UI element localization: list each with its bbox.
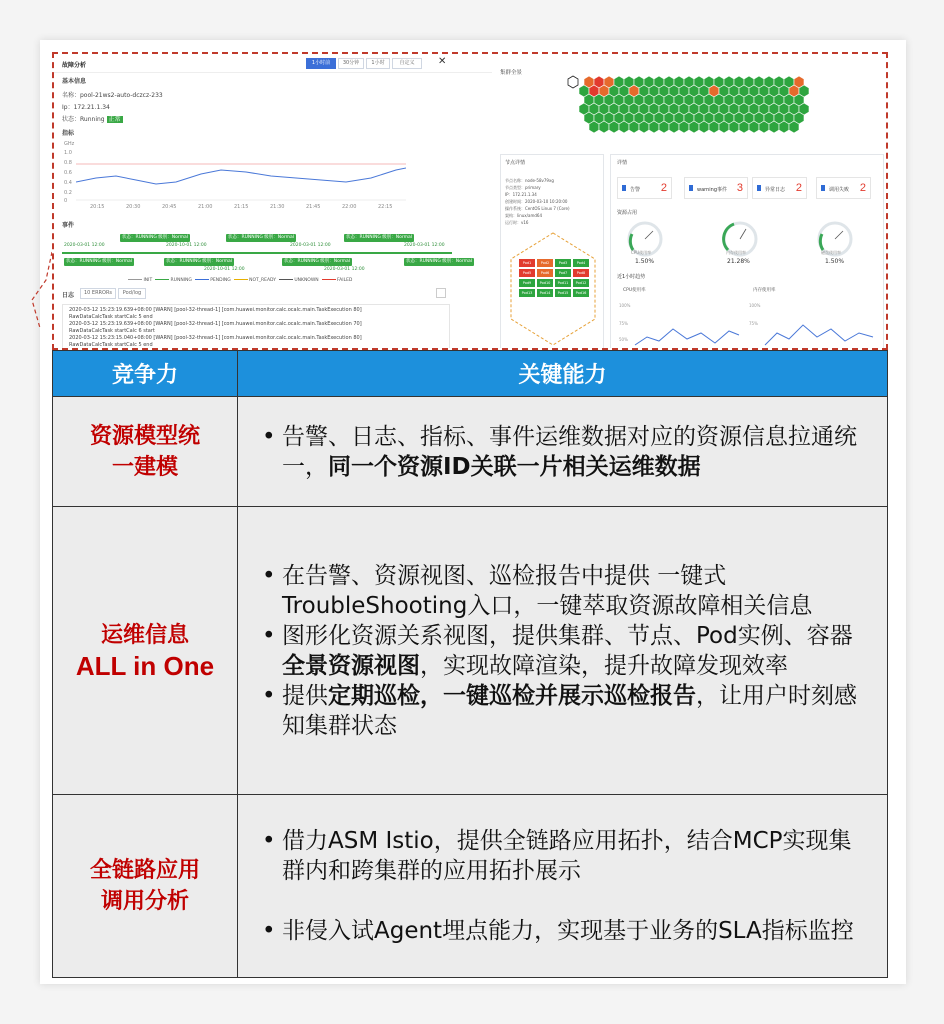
- y-tick: 0.4: [64, 180, 72, 186]
- gauge-value: 1.50%: [635, 258, 655, 265]
- trend-tick: 75%: [619, 321, 628, 326]
- basic-info-title: 基本信息: [62, 78, 87, 85]
- hexagon-cluster-map: [564, 72, 834, 144]
- events-title: 事件: [62, 222, 75, 229]
- event-tag[interactable]: 状态：RUNNING 级别：Normal: [406, 259, 473, 264]
- bullet-item: • 非侵入试Agent埋点能力，实现基于业务的SLA指标监控: [262, 916, 871, 946]
- pod-cell[interactable]: Pod6: [537, 269, 553, 277]
- trend-title: 近1小时趋势: [617, 274, 646, 280]
- bullet-item: • 告警、日志、指标、事件运维数据对应的资源信息拉通统一，同一个资源ID关联一片相关运维数据: [262, 422, 871, 482]
- log-line: 2020-03-12 15:23:19.639+08:00 [WARN] [pool-32-thread-1] [com.huawei.monitor.calc.ocalc.main.TaskExecution 70]: [69, 321, 362, 327]
- gauge-value: 21.28%: [727, 258, 750, 265]
- x-tick: 21:00: [198, 204, 213, 210]
- node-info-line: 创建时间：2020-03-10 10:20:00: [505, 199, 568, 204]
- row-content: [238, 397, 888, 507]
- y-tick: 0.6: [64, 170, 72, 176]
- status-value: Running: [80, 116, 105, 123]
- metric-line-chart: [76, 146, 406, 206]
- trend-label-cpu: CPU使用率: [623, 288, 646, 293]
- ip-line: Ip：172.21.1.34: [62, 104, 110, 111]
- y-tick: 1.0: [64, 150, 72, 156]
- legend-not-ready: NOT_READY: [249, 278, 277, 283]
- gauge-label: CPU使用率: [631, 250, 652, 255]
- trend-tick: 100%: [619, 303, 631, 308]
- node-info-line: 节点类型：primary: [505, 185, 541, 190]
- time-button-0[interactable]: 1小时前: [306, 58, 336, 69]
- pod-cell[interactable]: Pod5: [519, 269, 535, 277]
- pod-cell[interactable]: Pod10: [537, 279, 553, 287]
- legend-pending: PENDING: [210, 278, 231, 283]
- time-button-3[interactable]: 自定义: [392, 58, 422, 69]
- bullet-item: • 提供定期巡检，一键巡检并展示巡检报告，让用户时刻感知集群状态: [262, 681, 871, 741]
- event-tag[interactable]: 状态：RUNNING 级别：Normal: [346, 235, 413, 240]
- x-tick: 21:15: [234, 204, 249, 210]
- event-date: 2020-03-01 12:00: [404, 243, 445, 248]
- metric-unit: GHz: [64, 141, 75, 147]
- event-legend: [128, 278, 352, 283]
- y-tick: 0.2: [64, 190, 72, 196]
- panel-title: 故障分析: [62, 62, 87, 69]
- x-tick: 21:45: [306, 204, 321, 210]
- node-detail-title: 节点详情: [505, 160, 526, 166]
- trend-tick: 50%: [619, 337, 628, 342]
- node-info-line: 架构：linux/amd64: [505, 213, 542, 218]
- event-date: 2020-03-01 12:00: [290, 243, 331, 248]
- trend-label-memory: 内存使用率: [753, 288, 776, 293]
- x-tick: 22:15: [378, 204, 393, 210]
- status-badge: 正常: [108, 116, 121, 123]
- x-tick: 21:30: [270, 204, 285, 210]
- event-tag[interactable]: 状态：RUNNING 级别：Normal: [284, 259, 351, 264]
- node-info-line: IP：172.21.1.34: [505, 192, 537, 197]
- pod-cell[interactable]: Pod14: [537, 289, 553, 297]
- pod-cell[interactable]: Pod8: [573, 269, 589, 277]
- row-content: [238, 507, 888, 795]
- trend-tick: 100%: [749, 303, 761, 308]
- bullet-item: • 在告警、资源视图、巡检报告中提供 一键式TroubleShooting入口，一键萃取资源故障相关信息: [262, 561, 871, 621]
- node-detail-panel: [500, 154, 604, 350]
- table-row: [53, 397, 888, 507]
- node-info-line: 节点名称：node-58v79xg: [505, 178, 554, 183]
- metric-warning-events[interactable]: warning事件 3: [684, 177, 748, 199]
- table-row: [53, 795, 888, 978]
- log-line: RawDataCalcTask startCalc 6 start: [69, 328, 155, 334]
- bullet-item: • 图形化资源关系视图，提供集群、节点、Pod实例、容器全景资源视图，实现故障渲染，提升故障发现效率: [262, 621, 871, 681]
- log-line: 2020-03-12 15:23:15.040+08:00 [WARN] [pool-32-thread-1] [com.huawei.monitor.calc.ocalc.main.TaskExecution 80]: [69, 335, 362, 341]
- legend-unknown: UNKNOWN: [294, 278, 319, 283]
- bullet-item: • 借力ASM Istio，提供全链路应用拓扑，结合MCP实现集群内和跨集群的应用拓扑展示: [262, 826, 871, 886]
- event-timeline: [62, 252, 452, 254]
- metric-error-logs[interactable]: 异常日志 2: [752, 177, 807, 199]
- logs-title: 日志: [62, 292, 75, 299]
- event-date: 2020-10-01 12:00: [166, 243, 207, 248]
- node-info-line: 操作系统：CentOS Linux 7 (Core): [505, 206, 570, 211]
- node-info-list: [505, 177, 570, 226]
- status-line: [62, 114, 123, 123]
- event-tag[interactable]: 状态：RUNNING 级别：Normal: [122, 235, 189, 240]
- cluster-panorama-panel: [494, 54, 888, 350]
- event-date: 2020-10-01 12:00: [204, 267, 245, 272]
- pod-cell[interactable]: Pod7: [555, 269, 571, 277]
- header-competitiveness: 竞争力: [53, 351, 238, 397]
- pod-grid: [519, 259, 587, 297]
- time-button-2[interactable]: 1小时: [366, 58, 390, 69]
- status-label: 状态：: [62, 116, 81, 123]
- pod-cell[interactable]: Pod16: [573, 289, 589, 297]
- row-title: 全链路应用 调用分析: [53, 795, 238, 978]
- fault-analysis-panel: [54, 54, 492, 350]
- capability-table: [52, 350, 888, 978]
- log-line: 2020-03-12 15:23:19.639+08:00 [WARN] [pool-32-thread-1] [com.huawei.monitor.calc.ocalc.main.TaskExecution 80]: [69, 307, 362, 313]
- table-row: [53, 507, 888, 795]
- detail-title: 详情: [617, 160, 628, 166]
- panorama-title: 集群全景: [500, 70, 523, 76]
- x-tick: 22:00: [342, 204, 357, 210]
- x-tick: 20:30: [126, 204, 141, 210]
- pod-cell[interactable]: Pod12: [573, 279, 589, 287]
- row-title: 资源模型统 一建模: [53, 397, 238, 507]
- time-button-1[interactable]: 30分钟: [338, 58, 364, 69]
- header-key-capabilities: 关键能力: [238, 351, 888, 397]
- pod-cell[interactable]: Pod11: [555, 279, 571, 287]
- trend-charts: [617, 315, 881, 349]
- pod-cell[interactable]: Pod2: [537, 259, 553, 267]
- y-tick: 0.8: [64, 160, 72, 166]
- metric-call-failures[interactable]: 调用失败 2: [816, 177, 871, 199]
- event-tag[interactable]: 状态：RUNNING 级别：Normal: [66, 259, 133, 264]
- event-date: 2020-03-01 12:00: [324, 267, 365, 272]
- pod-cell[interactable]: Pod15: [555, 289, 571, 297]
- row-content: [238, 795, 888, 978]
- trend-tick: 75%: [749, 321, 758, 326]
- y-tick: 0: [64, 198, 68, 204]
- event-date: 2020-03-01 12:00: [64, 243, 105, 248]
- legend-running: RUNNING: [170, 278, 192, 283]
- pod-cell[interactable]: Pod13: [519, 289, 535, 297]
- gauge-label: 磁盘使用率: [821, 250, 841, 255]
- metrics-title: 指标: [62, 130, 75, 137]
- dashboard-screenshot: [52, 52, 888, 350]
- log-line: RawDataCalcTask startCalc 5 end: [69, 314, 153, 320]
- detail-panel: [610, 154, 884, 350]
- gauge-label: 内存使用率: [726, 250, 746, 255]
- event-tag[interactable]: 状态：RUNNING 级别：Normal: [166, 259, 233, 264]
- expand-icon[interactable]: [436, 288, 446, 298]
- x-tick: 20:45: [162, 204, 177, 210]
- row-title: 运维信息 ALL in One: [53, 507, 238, 795]
- log-tab-1[interactable]: Pod/log: [118, 288, 146, 299]
- resource-title: 资源占用: [617, 210, 638, 216]
- name-line: 名称：pool-21ws2-auto-dczcz-233: [62, 92, 163, 99]
- log-tab-0[interactable]: 10 ERRORs: [80, 288, 116, 299]
- gauge-value: 1.50%: [825, 258, 845, 265]
- legend-init: INIT: [143, 278, 153, 283]
- log-line: RawDataCalcTask startCalc 5 end: [69, 342, 153, 348]
- pod-cell[interactable]: Pod9: [519, 279, 535, 287]
- x-tick: 20:15: [90, 204, 105, 210]
- callout-dash-line: [30, 250, 54, 330]
- metric-alarm[interactable]: 告警 2: [617, 177, 672, 199]
- event-tag[interactable]: 状态：RUNNING 级别：Normal: [228, 235, 295, 240]
- close-icon[interactable]: ✕: [438, 56, 447, 67]
- legend-failed: FAILED: [336, 278, 353, 283]
- pod-cell[interactable]: Pod4: [573, 259, 589, 267]
- pod-cell[interactable]: Pod1: [519, 259, 535, 267]
- pod-cell[interactable]: Pod3: [555, 259, 571, 267]
- log-box: [62, 304, 450, 350]
- node-info-line: 运行时：v16: [505, 220, 529, 225]
